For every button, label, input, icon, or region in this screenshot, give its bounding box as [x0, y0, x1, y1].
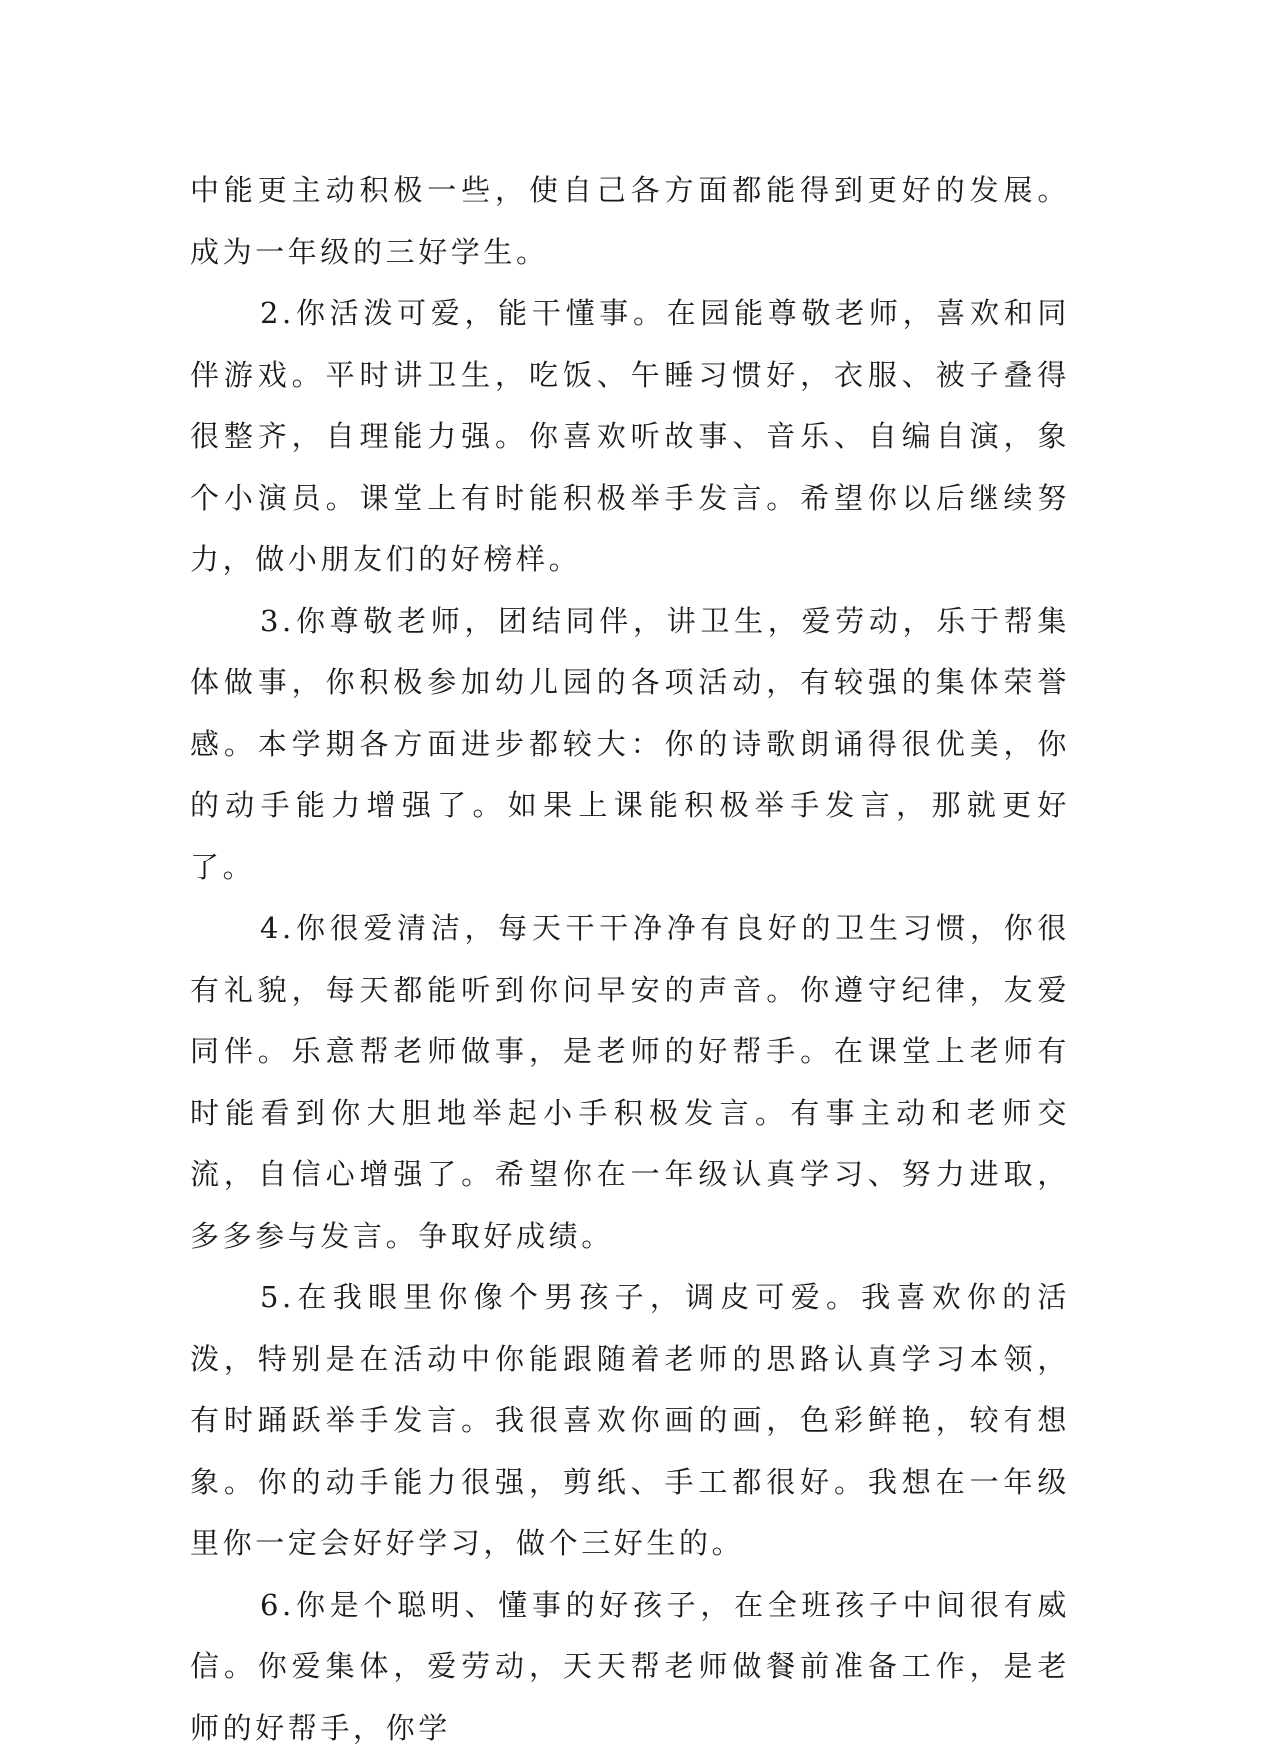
paragraph-comment-2: 2.你活泼可爱，能干懂事。在园能尊敬老师，喜欢和同伴游戏。平时讲卫生，吃饭、午睡习惯好，衣服、被子叠得很整齐，自理能力强。你喜欢听故事、音乐、自编自演，象个小演员。课堂上有时能积极举手发言。希望你以后继续努力，做小朋友们的好榜样。: [190, 283, 1070, 591]
paragraph-continuation: 中能更主动积极一些，使自己各方面都能得到更好的发展。成为一年级的三好学生。: [190, 160, 1070, 283]
paragraph-comment-5: 5.在我眼里你像个男孩子，调皮可爱。我喜欢你的活泼，特别是在活动中你能跟随着老师的思路认真学习本领，有时踊跃举手发言。我很喜欢你画的画，色彩鲜艳，较有想象。你的动手能力很强，剪纸、手工都很好。我想在一年级里你一定会好好学习，做个三好生的。: [190, 1267, 1070, 1575]
paragraph-comment-3: 3.你尊敬老师，团结同伴，讲卫生，爱劳动，乐于帮集体做事，你积极参加幼儿园的各项活动，有较强的集体荣誉感。本学期各方面进步都较大：你的诗歌朗诵得很优美，你的动手能力增强了。如果上课能积极举手发言，那就更好了。: [190, 591, 1070, 899]
paragraph-comment-6: 6.你是个聪明、懂事的好孩子，在全班孩子中间很有威信。你爱集体，爱劳动，天天帮老师做餐前准备工作，是老师的好帮手，你学: [190, 1575, 1070, 1759]
document-body: [190, 160, 1070, 1759]
paragraph-comment-4: 4.你很爱清洁，每天干干净净有良好的卫生习惯，你很有礼貌，每天都能听到你问早安的声音。你遵守纪律，友爱同伴。乐意帮老师做事，是老师的好帮手。在课堂上老师有时能看到你大胆地举起小手积极发言。有事主动和老师交流，自信心增强了。希望你在一年级认真学习、努力进取，多多参与发言。争取好成绩。: [190, 898, 1070, 1267]
